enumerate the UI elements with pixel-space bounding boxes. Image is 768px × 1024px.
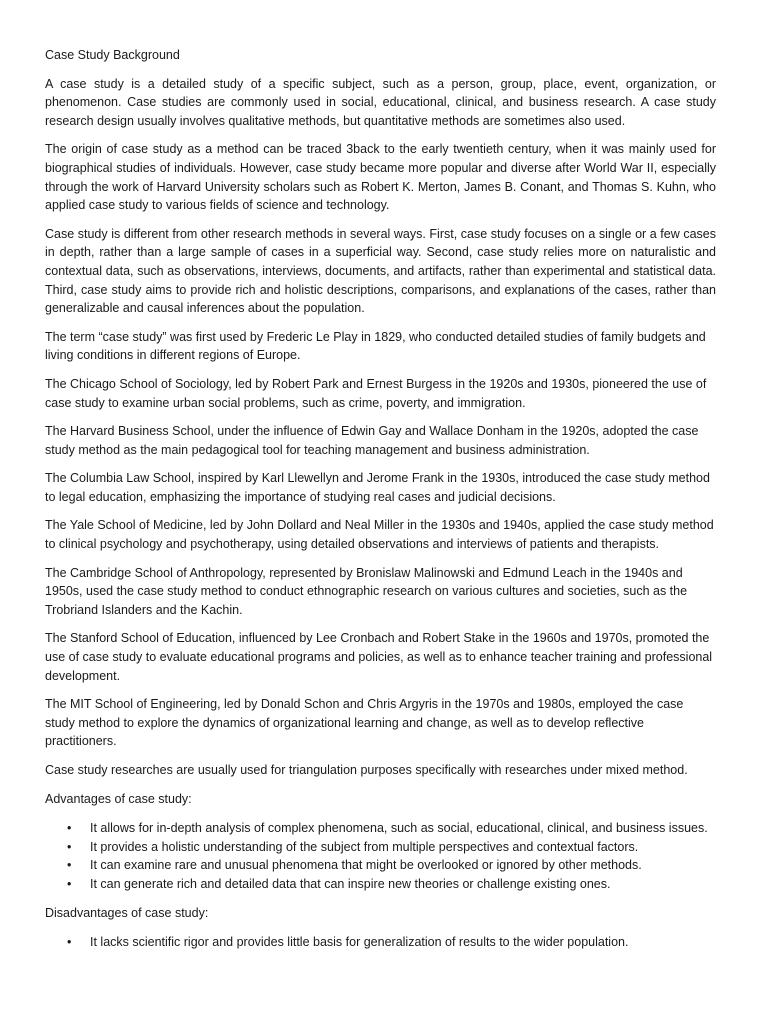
list-item-text: It provides a holistic understanding of the subject from multiple perspectives and contextual factors. xyxy=(90,839,639,854)
bullet-icon: • xyxy=(67,821,72,836)
paragraph-le-play: The term “case study” was first used by Frederic Le Play in 1829, who conducted detailed studies of family budgets and living conditions in different regions of Europe. xyxy=(45,329,706,363)
bullet-icon: • xyxy=(67,876,72,891)
document-heading: Case Study Background xyxy=(45,48,180,62)
paragraph-mit: The MIT School of Engineering, led by Donald Schon and Chris Argyris in the 1970s and 1980s, employed the case study method to explore the dynamics of organizational learning and change, as well as to develop reflective practitioners. xyxy=(45,697,684,749)
bullet-icon: • xyxy=(67,935,72,950)
paragraph-chicago: The Chicago School of Sociology, led by Robert Park and Ernest Burgess in the 1920s and 1930s, pioneered the use of case study to examine urban social problems, such as crime, poverty, and immigration. xyxy=(45,376,707,410)
paragraph-stanford: The Stanford School of Education, influenced by Lee Cronbach and Robert Stake in the 1960s and 1970s, promoted the use of case study to evaluate educational programs and policies, as well as to enhance teacher training and professional development. xyxy=(45,631,713,683)
list-item xyxy=(45,819,716,838)
paragraph-yale: The Yale School of Medicine, led by John Dollard and Neal Miller in the 1930s and 1940s, applied the case study method to clinical psychology and psychotherapy, using detailed observations and interviews of patients and therapists. xyxy=(45,518,714,552)
paragraph-columbia: The Columbia Law School, inspired by Karl Llewellyn and Jerome Frank in the 1930s, introduced the case study method to legal education, emphasizing the importance of studying real cases and judicial decisions. xyxy=(45,471,710,504)
disadvantages-label: Disadvantages of case study: xyxy=(45,905,209,920)
paragraph-differences: Case study is different from other research methods in several ways. First, case study focuses on a single or a few cases in depth, rather than a large sample of cases in a superficial way. Second, case study relies more on naturalistic and contextual data, such as observations, interviews, documents, and artifacts, rather than experimental and statistical data. Third, case study aims to provide rich and holistic descriptions, comparisons, and explanations of the cases, rather than generalizable and causal inferences about the population. xyxy=(45,226,716,316)
advantages-list xyxy=(45,819,716,893)
bullet-icon: • xyxy=(67,858,72,873)
list-item xyxy=(45,838,716,857)
disadvantages-list xyxy=(45,933,716,952)
list-item xyxy=(45,856,716,875)
list-item-text: It can generate rich and detailed data that can inspire new theories or challenge existing ones. xyxy=(90,876,611,891)
paragraph-definition: A case study is a detailed study of a specific subject, such as a person, group, place, event, organization, or phenomenon. Case studies are commonly used in social, educational, clinical, and business research. A case study research design usually involves qualitative methods, but quantitative methods are sometimes also used. xyxy=(45,76,716,128)
list-item xyxy=(45,875,716,894)
list-item xyxy=(45,933,716,952)
paragraph-harvard: The Harvard Business School, under the influence of Edwin Gay and Wallace Donham in the 1920s, adopted the case study method as the main pedagogical tool for teaching management and business administration. xyxy=(45,424,699,457)
paragraph-triangulation: Case study researches are usually used for triangulation purposes specifically with researches under mixed method. xyxy=(45,763,688,777)
bullet-icon: • xyxy=(67,839,72,854)
advantages-label: Advantages of case study: xyxy=(45,791,192,806)
list-item-text: It lacks scientific rigor and provides little basis for generalization of results to the wider population. xyxy=(90,935,629,950)
list-item-text: It allows for in-depth analysis of complex phenomena, such as social, educational, clinical, and business issues. xyxy=(90,821,708,836)
paragraph-origin: The origin of case study as a method can be traced 3back to the early twentieth century, when it was mainly used for biographical studies of individuals. However, case study became more popular and diverse after World War II, especially through the work of Harvard University scholars such as Robert K. Merton, James B. Conant, and Thomas S. Kuhn, who applied case study to various fields of science and technology. xyxy=(45,142,716,213)
paragraph-cambridge: The Cambridge School of Anthropology, represented by Bronislaw Malinowski and Edmund Leach in the 1940s and 1950s, used the case study method to conduct ethnographic research on various cultures and societies, such as the Trobriand Islanders and the Kachin. xyxy=(45,565,688,617)
list-item-text: It can examine rare and unusual phenomena that might be overlooked or ignored by other methods. xyxy=(90,858,642,873)
